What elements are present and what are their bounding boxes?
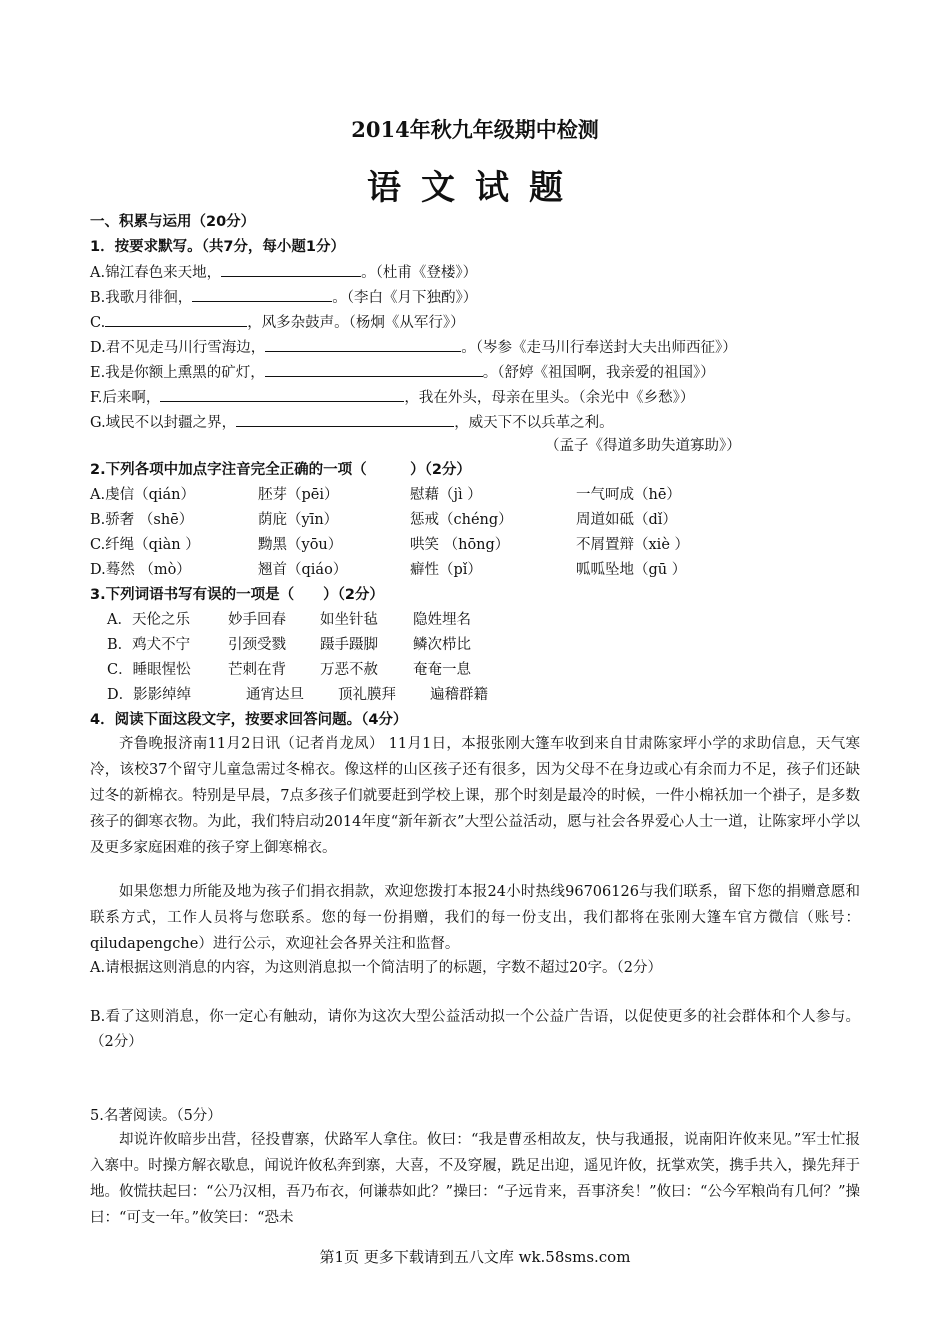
q1-heading: 1．按要求默写。（共7分，每小题1分） <box>90 239 346 255</box>
q1-f-blank[interactable] <box>160 387 404 402</box>
q3-c-1: C．睡眼惺忪 <box>107 662 191 678</box>
q2-b-3: 惩戒（chéng） <box>410 512 513 528</box>
q1-c-source: ，风多杂鼓声。（杨炯《从军行》） <box>247 315 465 331</box>
q1-c-prompt: C. <box>90 315 106 331</box>
q3-d-1: D．影影绰绰 <box>107 687 192 703</box>
q2-b-2: 荫庇（yīn） <box>258 512 339 528</box>
q1-g-source: （孟子《得道多助失道寡助》） <box>545 438 741 454</box>
q3-b-3: 蹑手蹑脚 <box>320 637 378 653</box>
q1-b-prompt: B.我歌月徘徊， <box>90 290 193 306</box>
q1-b-source: 。（李白《月下独酌》） <box>332 290 478 306</box>
page-footer: 第1页 更多下载请到五八文库 wk.58sms.com <box>319 1248 631 1266</box>
q3-d-4: 遍稽群籍 <box>430 687 488 703</box>
q1-f-prompt: F.后来啊， <box>90 390 161 406</box>
q2-b-1: B.骄奢 （shē） <box>90 512 194 528</box>
q1-e-blank[interactable] <box>265 362 483 377</box>
q1-e-prompt: E.我是你额上熏黑的矿灯， <box>90 365 265 381</box>
q2-c-1: C.纤绳（qiàn ） <box>90 537 200 553</box>
q2-d-4: 呱呱坠地（gū ） <box>576 562 687 578</box>
q1-item-d <box>90 337 737 358</box>
q1-item-c <box>90 312 465 333</box>
q1-item-a <box>90 262 477 283</box>
q3-c-2: 芒刺在背 <box>228 662 286 678</box>
q2-d-2: 翘首（qiáo） <box>258 562 348 578</box>
q1-a-prompt: A.锦江春色来天地， <box>90 265 222 281</box>
q2-a-2: 胚芽（pēi） <box>258 487 339 503</box>
q3-c-4: 奄奄一息 <box>413 662 471 678</box>
q4-passage-paragraph-1: 齐鲁晚报济南11月2日讯（记者肖龙凤） 11月1日，本报张刚大篷车收到来自甘肃陈家坪小学的求助信息，天气寒冷，该校37个留守儿童急需过冬棉衣。像这样的山区孩子还有很多，因为父母不在身边或心有余而力不足，孩子们还缺过冬的新棉衣。特别是早晨，7点多孩子们就要赶到学校上课，那个时刻是最冷的时候，一件小棉袄加一个褂子，是多数孩子的御寒衣物。为此，我们特启动2014年度“新年新衣”大型公益活动，愿与社会各界爱心人士一道，让陈家坪小学以及更多家庭困难的孩子穿上御寒棉衣。 <box>90 736 860 856</box>
q3-a-1: A．天伦之乐 <box>107 612 190 628</box>
q3-b-4: 鳞次栉比 <box>413 637 471 653</box>
q2-b-4: 周道如砥（dǐ） <box>576 512 677 528</box>
q5-passage: 却说许攸暗步出营，径投曹寨，伏路军人拿住。攸曰：“我是曹丞相故友，快与我通报，说南阳许攸来见。”军士忙报入寨中。时操方解衣歇息，闻说许攸私奔到寨，大喜，不及穿履，跣足出迎，遥见许攸，抚掌欢笑，携手共入，操先拜于地。攸慌扶起曰：“公乃汉相，吾乃布衣，何谦恭如此？”操曰：“子远肯来，吾事济矣！”攸曰：“公今军粮尚有几何？”操曰：“可支一年。”攸笑曰：“恐未 <box>90 1132 860 1226</box>
q2-c-2: 黝黑（yōu） <box>258 537 343 553</box>
q3-a-3: 如坐针毡 <box>320 612 378 628</box>
q5-heading: 5.名著阅读。（5分） <box>90 1108 222 1124</box>
q3-b-1: B．鸡犬不宁 <box>107 637 191 653</box>
q1-d-blank[interactable] <box>265 337 461 352</box>
q3-heading: 3.下列词语书写有误的一项是（ ）（2分） <box>90 587 384 603</box>
q1-f-source: ，我在外头，母亲在里头。（余光中《乡愁》） <box>404 390 695 406</box>
q1-g-continuation: ，威天下不以兵革之利。 <box>454 415 614 431</box>
exam-subject-title: 语文试题 <box>367 168 583 208</box>
q3-d-3: 顶礼膜拜 <box>338 687 396 703</box>
exam-title: 2014年秋九年级期中检测 <box>351 117 599 142</box>
q1-e-source: 。（舒婷《祖国啊，我亲爱的祖国》） <box>482 365 715 381</box>
q4-subquestion-a: A.请根据这则消息的内容，为这则消息拟一个简洁明了的标题，字数不超过20字。（2分） <box>90 960 663 976</box>
q3-c-3: 万恶不赦 <box>320 662 378 678</box>
q2-a-3: 慰藉（jì ） <box>410 487 482 503</box>
q1-a-blank[interactable] <box>221 262 361 277</box>
q1-c-blank[interactable] <box>105 312 247 327</box>
q1-d-prompt: D.君不见走马川行雪海边， <box>90 340 266 356</box>
q3-d-2: 通宵达旦 <box>246 687 304 703</box>
q1-item-f <box>90 387 694 408</box>
q3-a-4: 隐姓埋名 <box>413 612 471 628</box>
q2-c-3: 哄笑 （hōng） <box>410 537 510 553</box>
q4-subquestion-b: B.看了这则消息，你一定心有触动，请你为这次大型公益活动拟一个公益广告语，以促使更多的社会群体和个人参与。（2分） <box>90 1009 860 1050</box>
q1-d-source: 。（岑参《走马川行奉送封大夫出师西征》） <box>461 340 737 356</box>
q1-g-blank[interactable] <box>236 412 454 427</box>
q2-c-4: 不屑置辩（xiè ） <box>576 537 690 553</box>
q2-a-4: 一气呵成（hē） <box>576 487 681 503</box>
q2-d-3: 癖性（pǐ） <box>410 562 482 578</box>
q1-item-g <box>90 412 614 433</box>
q4-heading: 4．阅读下面这段文字，按要求回答问题。（4分） <box>90 712 408 728</box>
q2-d-1: D.蓦然 （mò） <box>90 562 191 578</box>
q2-heading: 2.下列各项中加点字注音完全正确的一项（ ）（2分） <box>90 462 471 478</box>
q1-b-blank[interactable] <box>192 287 332 302</box>
q4-passage-paragraph-2: 如果您想力所能及地为孩子们捐衣捐款，欢迎您拨打本报24小时热线96706126与我们联系，留下您的捐赠意愿和联系方式，工作人员将与您联系。您的每一份捐赠，我们的每一份支出，我们都将在张刚大篷车官方微信（账号：qiludapengche）进行公示，欢迎社会各界关注和监督。 <box>90 884 860 952</box>
q1-item-b <box>90 287 477 308</box>
q1-item-e <box>90 362 715 383</box>
q1-g-prompt: G.域民不以封疆之界， <box>90 415 237 431</box>
q3-b-2: 引颈受戮 <box>228 637 286 653</box>
section1-heading: 一、积累与运用（20分） <box>90 214 256 230</box>
q3-a-2: 妙手回春 <box>228 612 286 628</box>
q1-a-source: 。（杜甫《登楼》） <box>361 265 478 281</box>
q2-a-1: A.虔信（qián） <box>90 487 195 503</box>
